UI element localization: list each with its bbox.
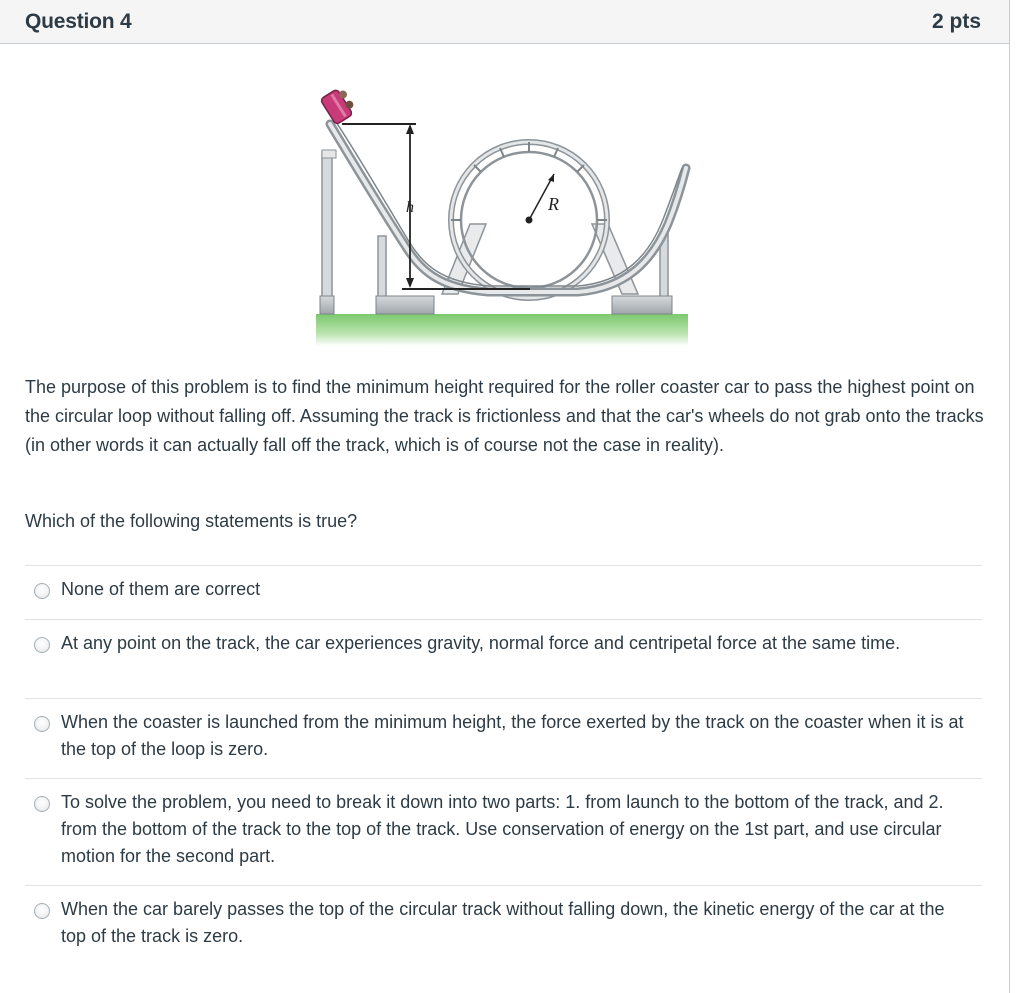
answer-label[interactable]: At any point on the track, the car experiences gravity, normal force and centripetal force at the same time. xyxy=(61,633,901,653)
radio-button[interactable] xyxy=(34,637,50,653)
answer-option-4[interactable] xyxy=(25,779,982,886)
radio-button[interactable] xyxy=(34,903,50,919)
radio-button[interactable] xyxy=(34,716,50,732)
label-R: R xyxy=(548,194,559,214)
answer-option-2[interactable] xyxy=(25,620,982,699)
answer-label[interactable]: When the coaster is launched from the minimum height, the force exerted by the track on the coaster when it is at the top of the loop is zero. xyxy=(61,712,964,759)
ground xyxy=(316,314,688,346)
radio-button[interactable] xyxy=(34,583,50,599)
answer-option-3[interactable] xyxy=(25,699,982,779)
question-header xyxy=(0,0,1009,44)
answer-option-1[interactable] xyxy=(25,566,982,620)
question-title: Question 4 xyxy=(25,9,132,33)
roller-coaster-figure xyxy=(308,84,694,346)
answer-label[interactable]: To solve the problem, you need to break it down into two parts: 1. from launch to the bottom of the track, and 2. from the bottom of the track to the top of the track. Use conservation of energy on the 1st part, and use circular motion for the second part. xyxy=(61,792,944,866)
answer-label[interactable]: None of them are correct xyxy=(61,579,261,599)
answer-label[interactable]: When the car barely passes the top of the circular track without falling down, the kinetic energy of the car at the top of the track is zero. xyxy=(61,899,945,946)
radio-button[interactable] xyxy=(34,796,50,812)
coaster-car xyxy=(320,86,358,125)
answer-list xyxy=(25,565,982,966)
question-points: 2 pts xyxy=(931,9,981,33)
question-prompt: Which of the following statements is true? xyxy=(25,511,358,531)
label-h: h xyxy=(406,199,414,216)
answer-option-5[interactable] xyxy=(25,886,982,966)
question-text xyxy=(25,373,985,460)
left-pillar xyxy=(322,152,332,300)
question-paragraph: The purpose of this problem is to find the minimum height required for the roller coaster car to pass the highest point on the circular loop without falling off. Assuming the track is frictionless and that the car's wheels do not grab onto the tracks (in other words it can actually fall off the track, which is of course not the case in reality). xyxy=(25,377,984,455)
